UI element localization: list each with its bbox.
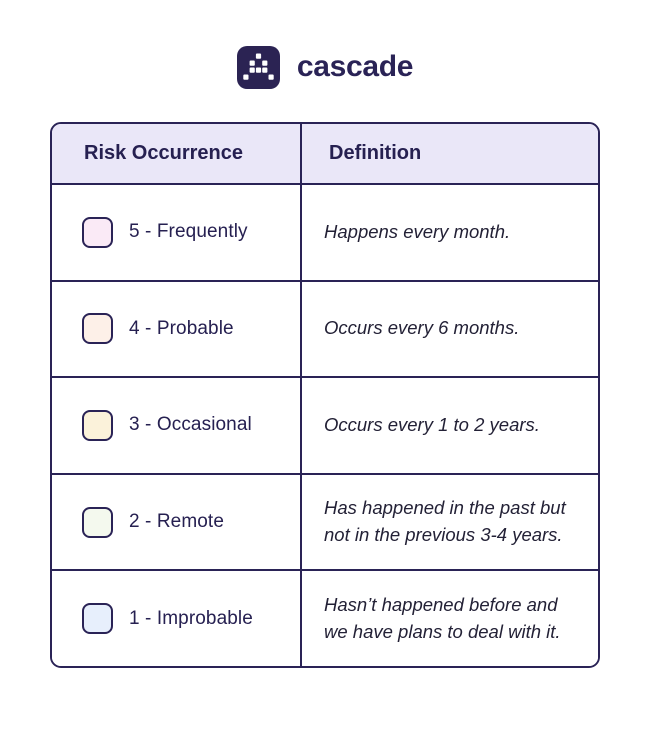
checkbox-improbable[interactable] xyxy=(82,603,113,634)
table-row-frequently xyxy=(52,185,598,282)
checkbox-occasional[interactable] xyxy=(82,410,113,441)
table-row-occasional xyxy=(52,378,598,475)
cascade-logo xyxy=(0,45,650,89)
occurrence-label: 1 - Improbable xyxy=(129,607,253,629)
header-cell-risk-occurrence xyxy=(52,124,302,183)
definition-text: Has happened in the past but not in the previous 3-4 years. xyxy=(324,497,566,546)
risk-occurrence-header-label: Risk Occurrence xyxy=(84,142,243,164)
occurrence-cell xyxy=(52,475,302,570)
table-header-row xyxy=(52,124,598,185)
table-row-probable xyxy=(52,282,598,379)
table-row-improbable xyxy=(52,571,598,666)
occurrence-cell xyxy=(52,282,302,377)
table-row-remote xyxy=(52,475,598,572)
occurrence-cell xyxy=(52,378,302,473)
occurrence-label: 5 - Frequently xyxy=(129,221,248,243)
cascade-logo-icon xyxy=(237,46,280,89)
definition-cell xyxy=(302,282,598,377)
occurrence-label: 4 - Probable xyxy=(129,317,234,339)
header-cell-definition xyxy=(302,124,598,183)
checkbox-frequently[interactable] xyxy=(82,217,113,248)
definition-cell xyxy=(302,475,598,570)
checkbox-probable[interactable] xyxy=(82,313,113,344)
definition-text: Hasn’t happened before and we have plans to deal with it. xyxy=(324,593,561,642)
definition-text: Occurs every 1 to 2 years. xyxy=(324,414,540,436)
definition-cell xyxy=(302,185,598,280)
occurrence-cell xyxy=(52,571,302,666)
risk-occurrence-table xyxy=(50,122,600,668)
occurrence-label: 3 - Occasional xyxy=(129,414,252,436)
definition-header-label: Definition xyxy=(329,142,422,164)
definition-text: Occurs every 6 months. xyxy=(324,317,520,339)
occurrence-cell xyxy=(52,185,302,280)
checkbox-remote[interactable] xyxy=(82,507,113,538)
definition-cell xyxy=(302,378,598,473)
cascade-logo-text: cascade xyxy=(296,50,414,83)
definition-cell xyxy=(302,571,598,666)
definition-text: Happens every month. xyxy=(324,220,511,242)
occurrence-label: 2 - Remote xyxy=(129,511,224,533)
